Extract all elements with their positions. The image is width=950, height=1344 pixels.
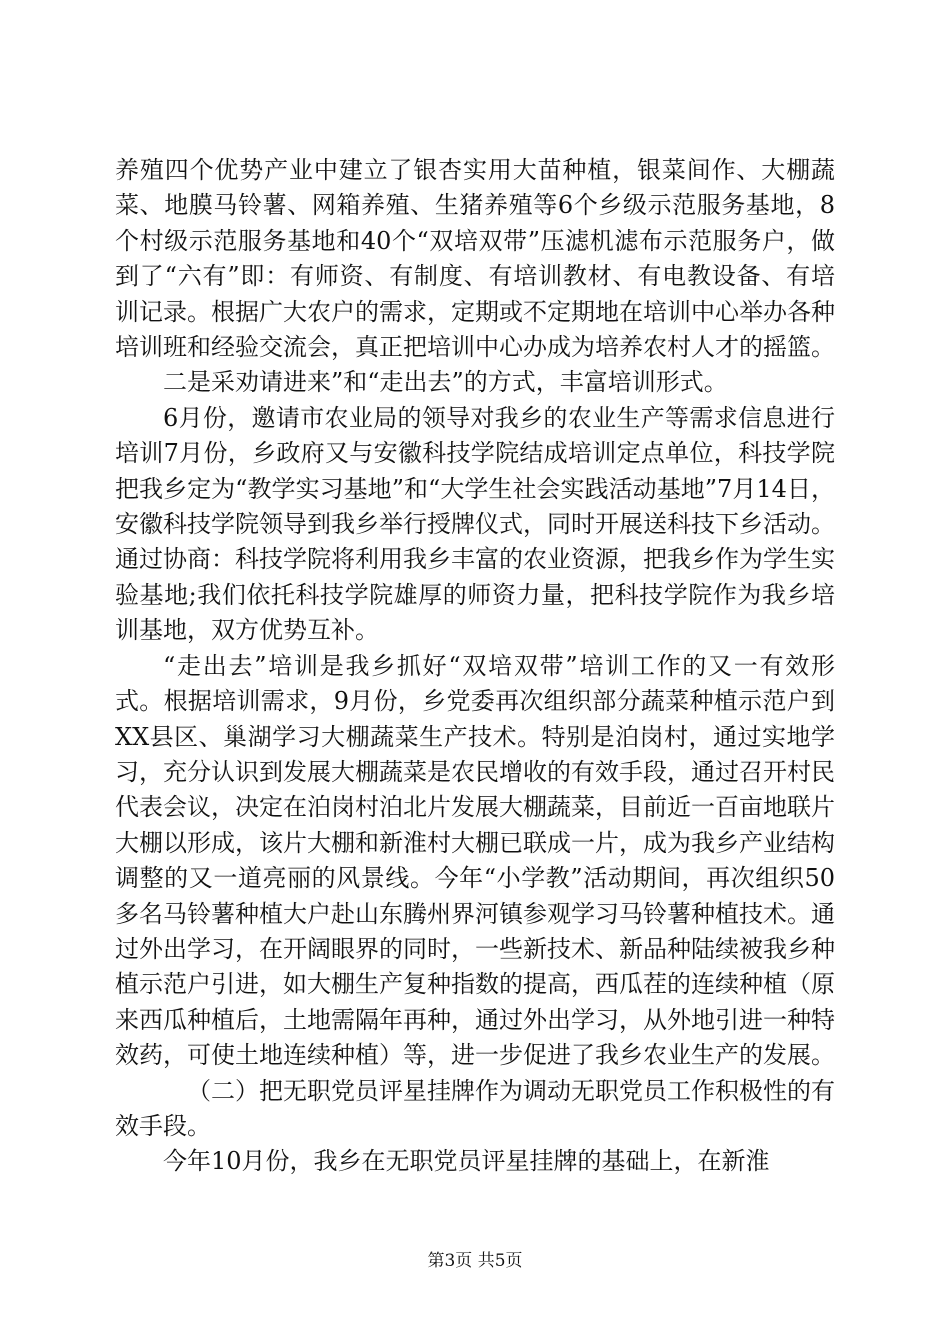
document-body bbox=[115, 153, 835, 1180]
paragraph-october: 今年10月份，我乡在无职党员评星挂牌的基础上，在新淮 bbox=[163, 1147, 770, 1176]
paragraph-june-training: 6月份，邀请市农业局的领导对我乡的农业生产等需求信息进行培训7月份，乡政府又与安徽科技学院结成培训定点单位，科技学院把我乡定为“教学实习基地”和“大学生社会实践活动基地”7月14日，安徽科技学院领导到我乡举行授牌仪式，同时开展送科技下乡活动。通过协商：科技学院将利用我乡丰富的农业资源，把我乡作为学生实验基地;我们依托科技学院雄厚的师资力量，把科技学院作为我乡培训基地，双方优势互补。 bbox=[115, 403, 835, 645]
paragraph-training-form: 二是采劝请进来”和“走出去”的方式，丰富培训形式。 bbox=[163, 368, 728, 397]
paragraph-going-out: “走出去”培训是我乡抓好“双培双带”培训工作的又一有效形式。根据培训需求，9月份，乡党委再次组织部分蔬菜种植示范户到XX县区、巢湖学习大棚蔬菜生产技术。特别是泊岗村，通过实地学习，充分认识到发展大棚蔬菜是农民增收的有效手段，通过召开村民代表会议，决定在泊岗村泊北片发展大棚蔬菜，目前近一百亩地联片大棚以形成，该片大棚和新淮村大棚已联成一片，成为我乡产业结构调整的又一道亮丽的风景线。今年“小学教”活动期间，再次组织50多名马铃薯种植大户赴山东腾州界河镇参观学习马铃薯种植技术。通过外出学习，在开阔眼界的同时，一些新技术、新品种陆续被我乡种植示范户引进，如大棚生产复种指数的提高，西瓜茬的连续种植（原来西瓜种植后，土地需隔年再种，通过外出学习，从外地引进一种特效药，可使土地连续种植）等，进一步促进了我乡农业生产的发展。 bbox=[115, 651, 835, 1070]
paragraph-section-two: （二）把无职党员评星挂牌作为调动无职党员工作积极性的有效手段。 bbox=[115, 1076, 835, 1140]
page-footer: 第3页 共5页 bbox=[427, 1251, 523, 1271]
paragraph-continuation: 养殖四个优势产业中建立了银杏实用大苗种植，银菜间作、大棚蔬菜、地膜马铃薯、网箱养殖、生猪养殖等6个乡级示范服务基地，8个村级示范服务基地和40个“双培双带”压滤机滤布示范服务户，做到了“六有”即：有师资、有制度、有培训教材、有电教设备、有培训记录。根据广大农户的需求，定期或不定期地在培训中心举办各种培训班和经验交流会，真正把培训中心办成为培养农村人才的摇篮。 bbox=[115, 156, 835, 362]
